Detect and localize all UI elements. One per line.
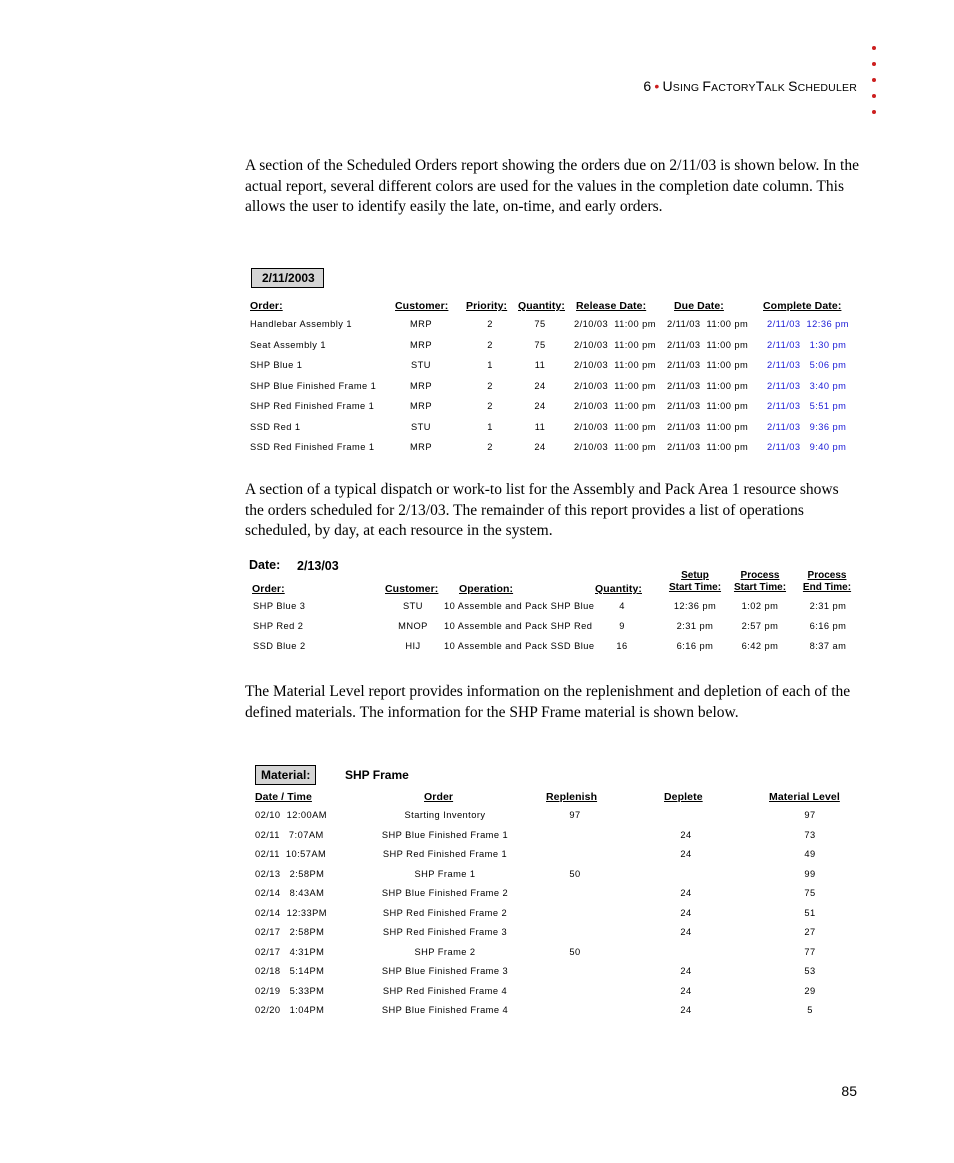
scheduled-order-cell: 2/11/03 1:30 pm — [767, 339, 847, 350]
scheduled-order-cell: 2/11/03 11:00 pm — [667, 319, 749, 329]
material-cell: 24 — [680, 966, 692, 976]
material-cell: 24 — [680, 985, 692, 996]
material-cell: 29 — [804, 985, 816, 996]
material-cell: 02/17 4:31PM — [255, 946, 325, 957]
report-date-box: 2/11/2003 — [251, 268, 324, 288]
dot-icon — [872, 46, 876, 50]
scheduled-order-cell: MRP — [409, 401, 432, 411]
bullet-separator: • — [654, 78, 660, 94]
dispatch-cell: 4 — [619, 601, 625, 611]
dispatch-cell: 2:31 pm — [809, 601, 847, 611]
scheduled-order-cell: SSD Red 1 — [250, 421, 301, 432]
dispatch-cell: 10 Assemble and Pack SHP Red — [444, 621, 593, 631]
chapter-title-part: S — [788, 78, 798, 94]
header-line: Setup — [681, 570, 709, 581]
header-line: Process — [807, 570, 847, 581]
dispatch-cell: 10 Assemble and Pack SSD Blue — [444, 641, 595, 651]
scheduled-order-cell: 2/11/03 12:36 pm — [767, 319, 849, 329]
material-cell: 02/11 7:07AM — [255, 829, 324, 840]
material-cell: 02/14 12:33PM — [255, 907, 327, 918]
page-number: 85 — [841, 1083, 857, 1099]
dispatch-cell: SHP Blue 3 — [253, 601, 306, 611]
scheduled-order-cell: 1 — [487, 360, 493, 370]
dot-icon — [872, 94, 876, 98]
material-cell: 02/19 5:33PM — [255, 985, 325, 996]
material-cell: 24 — [680, 927, 692, 937]
dispatch-cell: 6:42 pm — [741, 641, 779, 651]
material-cell: 02/10 12:00AM — [255, 810, 327, 820]
scheduled-order-cell: 2/11/03 11:00 pm — [667, 421, 749, 432]
header-line: Start Time: — [668, 582, 722, 593]
scheduled-order-cell: 1 — [487, 421, 493, 432]
material-name: SHP Frame — [345, 768, 409, 782]
material-cell: 99 — [804, 868, 816, 879]
column-header — [798, 570, 856, 594]
material-cell: SHP Red Finished Frame 1 — [382, 849, 508, 859]
header-line: End Time: — [802, 582, 852, 593]
scheduled-order-cell: 2/11/03 11:00 pm — [667, 401, 749, 411]
scheduled-order-cell: SHP Red Finished Frame 1 — [250, 401, 375, 411]
dispatch-cell: SHP Red 2 — [253, 621, 304, 631]
chapter-title-part: F — [702, 78, 712, 94]
header-line: Start Time: — [733, 582, 787, 593]
material-cell: 02/17 2:58PM — [255, 927, 325, 937]
dispatch-cell: SSD Blue 2 — [253, 641, 306, 651]
material-cell: SHP Blue Finished Frame 2 — [381, 888, 509, 898]
column-header: Order: — [252, 583, 285, 595]
scheduled-order-cell: 2/10/03 11:00 pm — [574, 380, 656, 391]
scheduled-order-cell: 75 — [534, 319, 546, 329]
column-header: Quantity: — [518, 300, 565, 312]
material-cell: 75 — [804, 888, 816, 898]
dot-icon — [872, 62, 876, 66]
scheduled-order-cell: 2 — [487, 401, 493, 411]
scheduled-order-cell: MRP — [409, 319, 432, 329]
column-header: Deplete — [664, 791, 703, 803]
material-cell: 77 — [804, 946, 816, 957]
scheduled-order-cell: MRP — [409, 380, 432, 391]
material-cell: 51 — [804, 907, 816, 918]
material-cell: 02/13 2:58PM — [255, 868, 325, 879]
material-cell: 27 — [804, 927, 816, 937]
body-paragraph: A section of a typical dispatch or work-to list for the Assembly and Pack Area 1 resource shows the orders scheduled for 2/13/03. The remainder of this report provides a list of operations scheduled, by day, at each resource in the system. — [245, 481, 839, 540]
scheduled-order-cell: 2/11/03 5:51 pm — [767, 401, 847, 411]
scheduled-order-cell: 2/11/03 3:40 pm — [767, 380, 847, 391]
scheduled-order-cell: 2 — [487, 380, 493, 391]
chapter-number: 6 — [643, 78, 652, 94]
scheduled-order-cell: Handlebar Assembly 1 — [250, 319, 353, 329]
material-cell: 5 — [807, 1005, 813, 1015]
scheduled-order-cell: 2 — [487, 339, 493, 350]
running-head — [643, 78, 857, 94]
chapter-title-part: U — [662, 78, 673, 94]
material-cell: 02/18 5:14PM — [255, 966, 325, 976]
dispatch-cell: MNOP — [398, 621, 428, 631]
scheduled-order-cell: 11 — [534, 360, 546, 370]
column-header: Operation: — [459, 583, 514, 595]
scheduled-order-cell: Seat Assembly 1 — [250, 339, 326, 350]
material-cell: Starting Inventory — [404, 810, 486, 820]
header-line: Process — [740, 570, 780, 581]
material-cell: 97 — [569, 810, 581, 820]
material-cell: 50 — [569, 946, 581, 957]
scheduled-order-cell: 2 — [487, 442, 493, 452]
body-paragraph: The Material Level report provides information on the replenishment and depletion of each of the defined materials. The information for the SHP Frame material is shown below. — [245, 683, 851, 721]
material-cell: SHP Red Finished Frame 2 — [382, 907, 508, 918]
column-header: Customer: — [385, 583, 439, 595]
column-header: Release Date: — [576, 300, 647, 312]
scheduled-order-cell: 2/11/03 11:00 pm — [667, 442, 749, 452]
chapter-title-part: ALK — [764, 82, 789, 94]
material-cell: 97 — [804, 810, 816, 820]
dot-icon — [872, 78, 876, 82]
material-cell: SHP Frame 1 — [414, 868, 476, 879]
column-header: Customer: — [395, 300, 449, 312]
scheduled-order-cell: 2/11/03 11:00 pm — [667, 339, 749, 350]
material-label-box: Material: — [255, 765, 316, 785]
chapter-title-part: T — [755, 78, 765, 94]
column-header: Order: — [250, 300, 283, 312]
chapter-title-part: ACTORY — [711, 82, 756, 94]
scheduled-order-cell: 2 — [487, 319, 493, 329]
scheduled-order-cell: 2/10/03 11:00 pm — [574, 339, 656, 350]
material-cell: 02/20 1:04PM — [255, 1005, 325, 1015]
dispatch-cell: 2:57 pm — [741, 621, 779, 631]
scheduled-order-cell: 2/11/03 11:00 pm — [667, 380, 749, 391]
material-cell: SHP Red Finished Frame 4 — [382, 985, 508, 996]
scheduled-order-cell: 2/10/03 11:00 pm — [574, 401, 656, 411]
column-header: Complete Date: — [763, 300, 842, 312]
column-header: Due Date: — [674, 300, 724, 312]
material-cell: 24 — [680, 849, 692, 859]
dispatch-cell: 6:16 pm — [809, 621, 847, 631]
material-cell: SHP Blue Finished Frame 3 — [381, 966, 509, 976]
scheduled-order-cell: SSD Red Finished Frame 1 — [250, 442, 375, 452]
scheduled-order-cell: 2/10/03 11:00 pm — [574, 360, 656, 370]
scheduled-order-cell: 2/11/03 11:00 pm — [667, 360, 749, 370]
material-cell: 53 — [804, 966, 816, 976]
material-cell: SHP Frame 2 — [414, 946, 476, 957]
material-cell: SHP Red Finished Frame 3 — [382, 927, 508, 937]
scheduled-order-cell: 24 — [534, 442, 546, 452]
scheduled-order-cell: STU — [411, 421, 431, 432]
column-header — [665, 570, 725, 594]
dispatch-cell: 9 — [619, 621, 625, 631]
column-header: Order — [424, 791, 454, 803]
dispatch-cell: 8:37 am — [809, 641, 847, 651]
column-header: Priority: — [466, 300, 508, 312]
column-header: Quantity: — [595, 583, 642, 595]
material-cell: 50 — [569, 868, 581, 879]
dispatch-cell: 10 Assemble and Pack SHP Blue — [444, 601, 595, 611]
column-header — [730, 570, 790, 594]
dispatch-date-label: Date: — [249, 558, 281, 572]
material-cell: 24 — [680, 888, 692, 898]
dispatch-cell: HIJ — [405, 641, 421, 651]
scheduled-order-cell: MRP — [409, 339, 432, 350]
dispatch-cell: 1:02 pm — [741, 601, 779, 611]
scheduled-order-cell: 24 — [534, 401, 546, 411]
scheduled-order-cell: 75 — [534, 339, 546, 350]
body-paragraph: A section of the Scheduled Orders report showing the orders due on 2/11/03 is shown below. In the actual report, several different colors are used for the values in the completion date column. This allows the user to identify easily the late, on-time, and early orders. — [245, 157, 859, 216]
margin-dots — [872, 46, 882, 126]
dot-icon — [872, 110, 876, 114]
scheduled-order-cell: 24 — [534, 380, 546, 391]
material-cell: 49 — [804, 849, 816, 859]
material-cell: 02/14 8:43AM — [255, 888, 325, 898]
material-cell: 73 — [804, 829, 816, 840]
scheduled-order-cell: 2/11/03 9:36 pm — [767, 421, 847, 432]
scheduled-order-cell: SHP Blue Finished Frame 1 — [250, 380, 377, 391]
dispatch-cell: 2:31 pm — [676, 621, 714, 631]
column-header: Replenish — [546, 791, 598, 803]
column-header: Material Level — [769, 791, 840, 803]
dispatch-cell: 16 — [616, 641, 628, 651]
scheduled-order-cell: MRP — [409, 442, 432, 452]
scheduled-order-cell: 2/11/03 9:40 pm — [767, 442, 847, 452]
dispatch-date-value: 2/13/03 — [297, 559, 339, 573]
dispatch-cell: 12:36 pm — [673, 601, 717, 611]
dispatch-cell: 6:16 pm — [676, 641, 714, 651]
chapter-title-part: CHEDULER — [797, 82, 857, 94]
material-cell: SHP Blue Finished Frame 1 — [381, 829, 509, 840]
column-header: Date / Time — [255, 791, 312, 803]
scheduled-order-cell: STU — [411, 360, 431, 370]
scheduled-order-cell: 2/10/03 11:00 pm — [574, 442, 656, 452]
dispatch-cell: STU — [403, 601, 423, 611]
material-cell: 24 — [680, 907, 692, 918]
scheduled-order-cell: 2/10/03 11:00 pm — [574, 319, 656, 329]
scheduled-order-cell: 2/10/03 11:00 pm — [574, 421, 656, 432]
material-cell: SHP Blue Finished Frame 4 — [381, 1005, 509, 1015]
material-cell: 02/11 10:57AM — [255, 849, 327, 859]
chapter-title-part: SING — [672, 82, 703, 94]
material-cell: 24 — [680, 829, 692, 840]
scheduled-order-cell: SHP Blue 1 — [250, 360, 303, 370]
material-cell: 24 — [680, 1005, 692, 1015]
scheduled-order-cell: 2/11/03 5:06 pm — [767, 360, 847, 370]
scheduled-order-cell: 11 — [534, 421, 546, 432]
